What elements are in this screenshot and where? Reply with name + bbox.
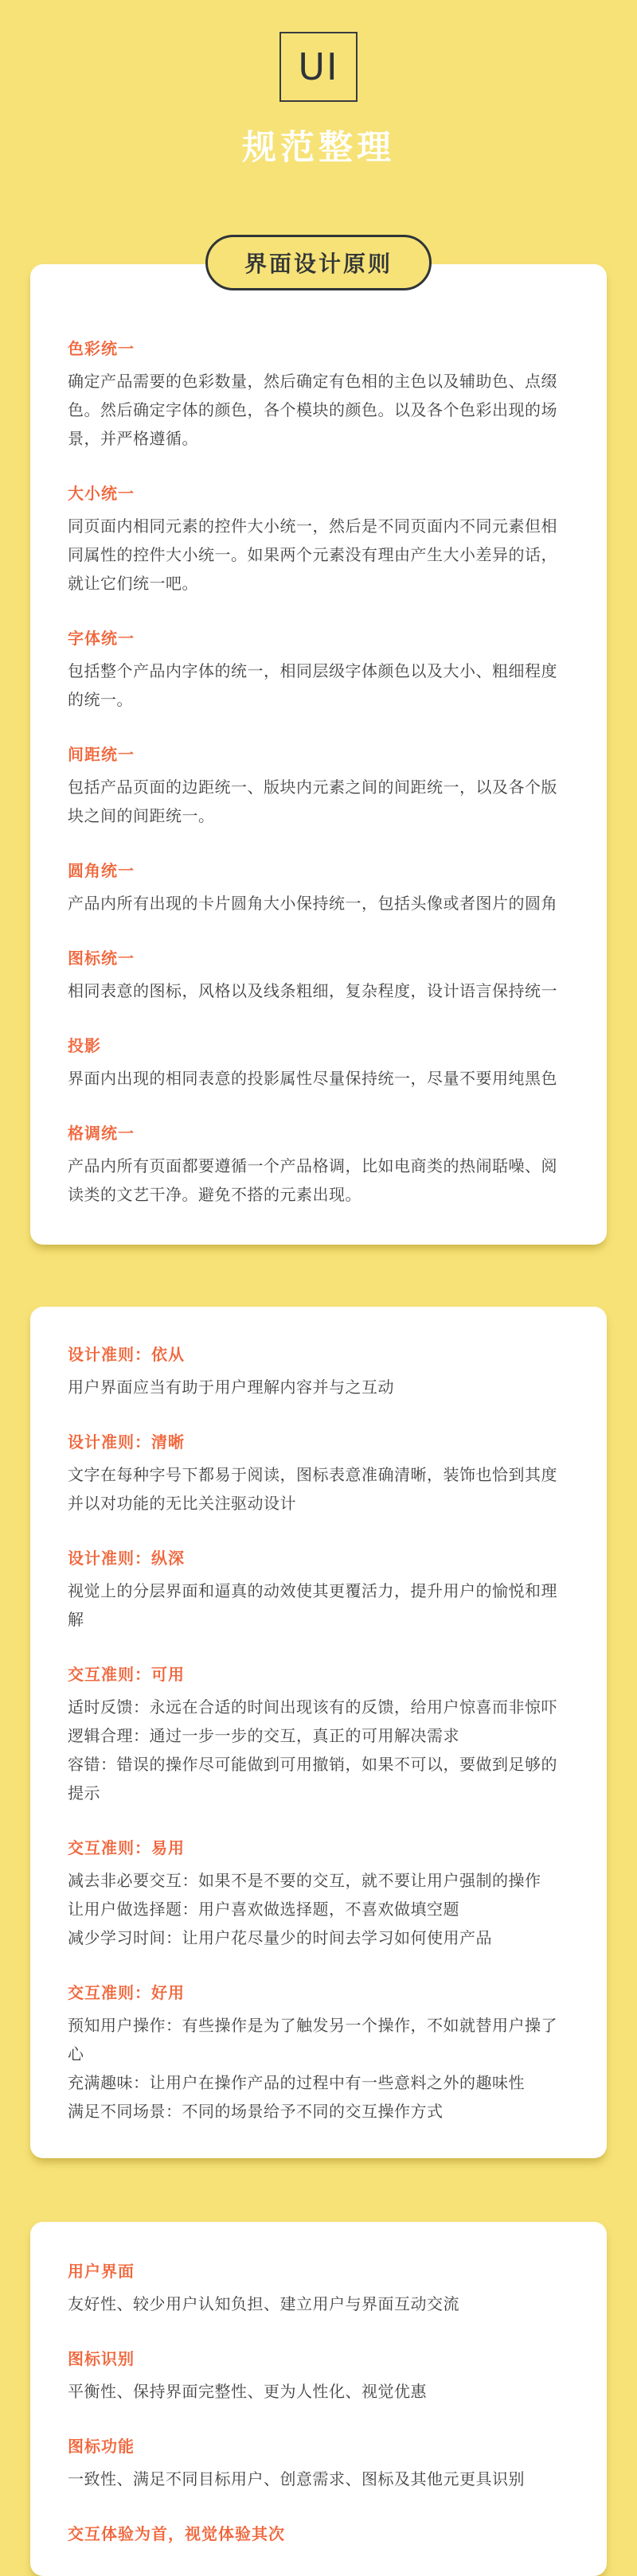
section-body: 平衡性、保持界面完整性、更为人性化、视觉优惠 bbox=[68, 2383, 427, 2401]
section-title: 圆角统一 bbox=[68, 863, 135, 880]
section-title: 格调统一 bbox=[68, 1125, 135, 1143]
section-body: 相同表意的图标，风格以及线条粗细，复杂程度，设计语言保持统一 bbox=[68, 983, 557, 1000]
section-radius-unity bbox=[68, 858, 569, 918]
section-line: 充满趣味：让用户在操作产品的过程中有一些意料之外的趣味性 bbox=[68, 2075, 525, 2092]
section-line: 预知用户操作：有些操作是为了触发另一个操作，不如就替用户操了心 bbox=[68, 2017, 557, 2064]
section-badge: 界面设计原则 bbox=[205, 235, 432, 290]
section-size-unity bbox=[68, 481, 569, 598]
section-body: 友好性、较少用户认知负担、建立用户与界面互动交流 bbox=[68, 2296, 459, 2313]
section-title: 大小统一 bbox=[68, 485, 135, 503]
section-principle-clarity bbox=[68, 1429, 569, 1518]
section-principle-depth bbox=[68, 1545, 569, 1635]
section-line: 满足不同场景：不同的场景给予不同的交互操作方式 bbox=[68, 2103, 444, 2121]
section-line: 减去非必要交互：如果不是不要的交互，就不要让用户强制的操作 bbox=[68, 1873, 541, 1890]
section-title: 图标识别 bbox=[68, 2351, 135, 2368]
section-title: 用户界面 bbox=[68, 2263, 135, 2281]
section-font-unity bbox=[68, 625, 569, 715]
section-title: 色彩统一 bbox=[68, 341, 135, 358]
page-title: 规范整理 bbox=[242, 129, 395, 167]
section-title: 间距统一 bbox=[68, 746, 135, 764]
section-body: 产品内所有出现的卡片圆角大小保持统一，包括头像或者图片的圆角 bbox=[68, 895, 557, 913]
section-user-interface bbox=[68, 2258, 569, 2319]
section-experience-motto bbox=[68, 2521, 569, 2544]
section-body: 界面内出现的相同表意的投影属性尽量保持统一，尽量不要用纯黑色 bbox=[68, 1070, 557, 1088]
section-title: 图标统一 bbox=[68, 950, 135, 968]
section-line: 容错：错误的操作尽可能做到可用撤销，如果不可以，要做到足够的提示 bbox=[68, 1756, 557, 1802]
card-ui-icons bbox=[30, 2222, 607, 2576]
section-color-unity bbox=[68, 336, 569, 454]
section-title: 字体统一 bbox=[68, 630, 135, 648]
section-title: 交互准则：可用 bbox=[68, 1666, 185, 1684]
section-spacing-unity bbox=[68, 742, 569, 831]
badge-wrap bbox=[0, 235, 637, 290]
section-interaction-easy bbox=[68, 1835, 569, 1953]
section-body: 视觉上的分层界面和逼真的动效使其更覆活力，提升用户的愉悦和理解 bbox=[68, 1583, 557, 1629]
section-line: 逻辑合理：通过一步一步的交互，真正的可用解决需求 bbox=[68, 1728, 459, 1745]
section-shadow bbox=[68, 1033, 569, 1093]
ui-logo-text: UI bbox=[298, 45, 339, 88]
section-icon-recognition bbox=[68, 2346, 569, 2406]
section-line: 让用户做选择题：用户喜欢做选择题，不喜欢做填空题 bbox=[68, 1901, 459, 1919]
section-title: 投影 bbox=[68, 1038, 101, 1055]
section-body: 用户界面应当有助于用户理解内容并与之互动 bbox=[68, 1379, 394, 1397]
section-line: 减少学习时间：让用户花尽量少的时间去学习如何使用产品 bbox=[68, 1930, 492, 1947]
section-body: 一致性、满足不同目标用户、创意需求、图标及其他元更具识别 bbox=[68, 2471, 525, 2488]
section-title: 设计准则：依从 bbox=[68, 1346, 185, 1364]
section-body: 文字在每种字号下都易于阅读，图标表意准确清晰，装饰也恰到其度并以对功能的无比关注驱动设计 bbox=[68, 1467, 557, 1513]
section-icon-unity bbox=[68, 945, 569, 1006]
section-icon-function bbox=[68, 2434, 569, 2494]
ui-logo-box bbox=[279, 32, 358, 102]
section-principle-defer bbox=[68, 1342, 569, 1402]
card-guidelines bbox=[30, 1307, 607, 2158]
section-title: 交互体验为首，视觉体验其次 bbox=[68, 2526, 285, 2543]
section-body: 包括整个产品内字体的统一，相同层级字体颜色以及大小、粗细程度的统一。 bbox=[68, 663, 557, 709]
section-body: 产品内所有页面都要遵循一个产品格调，比如电商类的热闹聒噪、阅读类的文艺干净。避免不搭的元素出现。 bbox=[68, 1158, 557, 1204]
section-style-unity bbox=[68, 1120, 569, 1210]
section-interaction-pleasant bbox=[68, 1980, 569, 2126]
section-title: 设计准则：纵深 bbox=[68, 1550, 185, 1568]
section-body: 同页面内相同元素的控件大小统一，然后是不同页面内不同元素但相同属性的控件大小统一。如果两个元素没有理由产生大小差异的话，就让它们统一吧。 bbox=[68, 518, 557, 593]
section-title: 交互准则：好用 bbox=[68, 1985, 185, 2002]
section-interaction-usable bbox=[68, 1662, 569, 1808]
section-title: 图标功能 bbox=[68, 2438, 135, 2456]
section-body: 确定产品需要的色彩数量，然后确定有色相的主色以及辅助色、点缀色。然后确定字体的颜色，各个模块的颜色。以及各个色彩出现的场景，并严格遵循。 bbox=[68, 373, 557, 448]
section-line: 适时反馈：永远在合适的时间出现该有的反馈，给用户惊喜而非惊吓 bbox=[68, 1699, 557, 1717]
section-title: 设计准则：清晰 bbox=[68, 1434, 185, 1452]
card-design-principles bbox=[30, 264, 607, 1245]
section-title: 交互准则：易用 bbox=[68, 1840, 185, 1857]
section-body: 包括产品页面的边距统一、版块内元素之间的间距统一，以及各个版块之间的间距统一。 bbox=[68, 779, 557, 825]
